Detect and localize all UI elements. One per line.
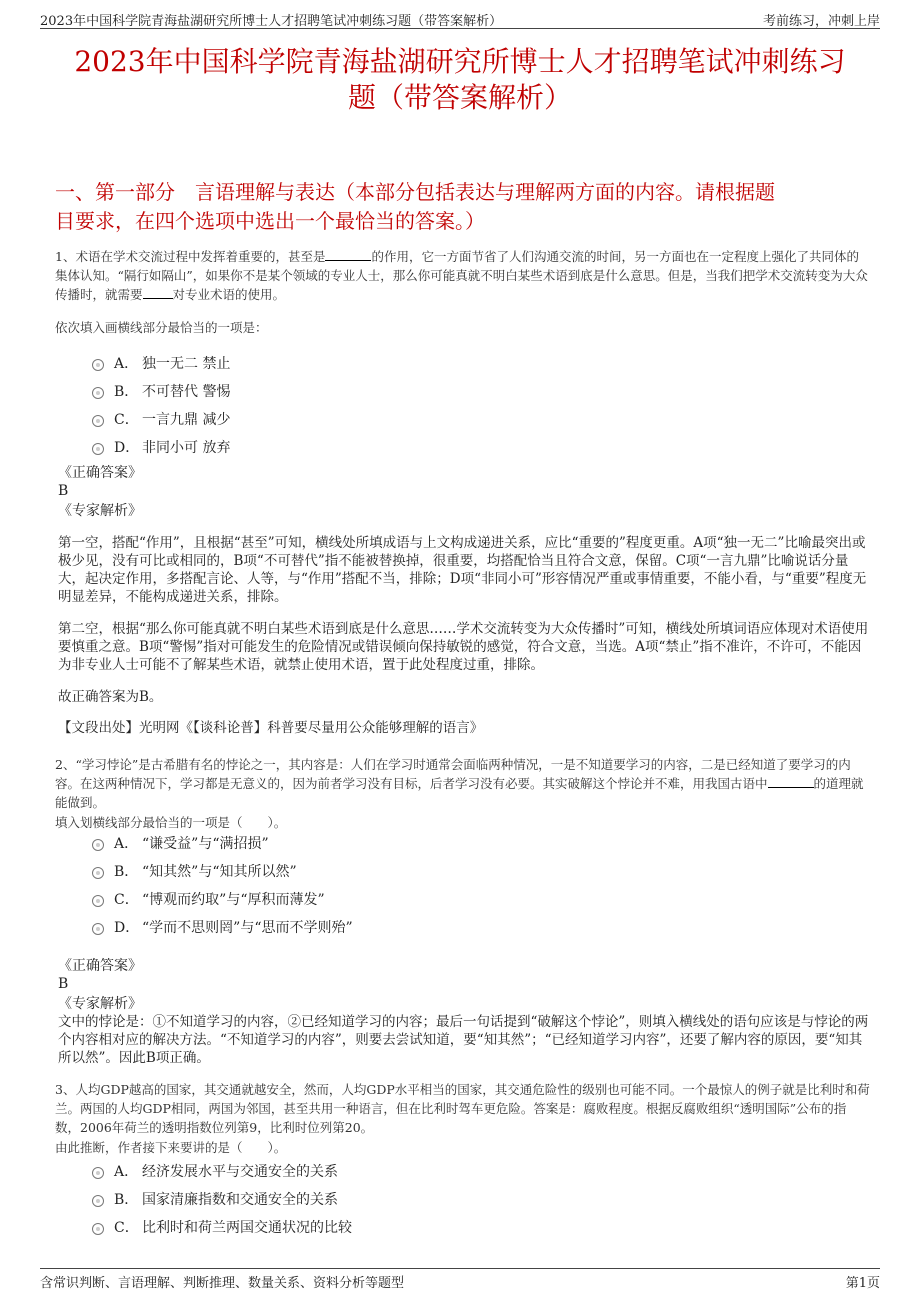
document-title-line2: 题（带答案解析） xyxy=(347,81,572,114)
question-2-prompt: 填入划横线部分最恰当的一项是（ ）。 xyxy=(55,815,287,830)
page-footer xyxy=(40,1268,880,1293)
question-2-stem xyxy=(55,755,870,812)
question-1-text-b: 的作用，它一方面节省了人们沟通交流的时间，另一方面也在一定程度上强化了共同体的集体认知。“隔行如隔山”，如果你不是某个领域的专业人士，那么你可能真就不明白某些术语到底是什么意思。但是，当我们把学术交流转变为大众传播时，就需要 xyxy=(55,249,868,302)
question-1-text-a: 1、术语在学术交流过程中发挥着重要的，甚至是 xyxy=(55,249,326,264)
option-key: B． xyxy=(114,384,139,400)
question-1-blank-1 xyxy=(325,247,371,261)
document-title-line1: 2023年中国科学院青海盐湖研究所博士人才招聘笔试冲刺练习 xyxy=(74,45,846,78)
option-key: C． xyxy=(114,412,139,428)
question-1-analysis-label: 《专家解析》 xyxy=(58,503,142,519)
question-2-text-a: 2、“学习悖论”是古希腊有名的悖论之一，其内容是：人们在学习时通常会面临两种情况，一是不知道要学习的内容，二是已经知道了要学习的内容。在这两种情况下，学习都是无意义的，因为前者学习没有目标，后者学习没有必要。其实破解这个悖论并不难，用我国古语中 xyxy=(55,757,851,791)
option-text: “博观而约取”与“厚积而薄发” xyxy=(142,892,325,908)
option-key: A． xyxy=(114,1164,139,1180)
question-1-blank-2 xyxy=(143,285,173,299)
option-key: A． xyxy=(114,356,139,372)
option-text: 一言九鼎 减少 xyxy=(142,412,231,428)
radio-icon[interactable] xyxy=(92,443,104,455)
footer-note: 含常识判断、言语理解、判断推理、数量关系、资料分析等题型 xyxy=(40,1276,405,1291)
question-2-answer-label: 《正确答案》 xyxy=(58,958,142,974)
question-3-stem: 3、人均GDP越高的国家，其交通就越安全，然而，人均GDP水平相当的国家，其交通危险性的级别也可能不同。一个最惊人的例子就是比利时和荷兰。两国的人均GDP相同，两国为邻国，甚至共用一种语言，但在比利时驾车更危险。答案是：腐败程度。根据反腐败组织“透明国际”公布的指数，2006年荷兰的透明指数位列第9，比利时位列第20。 xyxy=(55,1082,870,1135)
question-1-prompt: 依次填入画横线部分最恰当的一项是： xyxy=(55,320,268,335)
question-1-source: 【文段出处】光明网《【谈科论普】科普要尽量用公众能够理解的语言》 xyxy=(58,720,484,736)
header-doc-title: 2023年中国科学院青海盐湖研究所博士人才招聘笔试冲刺练习题（带答案解析） xyxy=(40,14,503,29)
question-1-answer: B xyxy=(58,483,69,499)
radio-icon[interactable] xyxy=(92,1167,104,1179)
option-text: 国家清廉指数和交通安全的关系 xyxy=(142,1192,338,1208)
option-text: 不可替代 警惕 xyxy=(142,384,231,400)
question-3-prompt: 由此推断，作者接下来要讲的是（ ）。 xyxy=(55,1140,287,1155)
option-key: B． xyxy=(114,1192,139,1208)
radio-icon[interactable] xyxy=(92,387,104,399)
page-header xyxy=(40,6,880,29)
option-text: 非同小可 放弃 xyxy=(142,440,231,456)
option-text: 经济发展水平与交通安全的关系 xyxy=(142,1164,338,1180)
page-number: 第1页 xyxy=(845,1276,880,1291)
question-2-blank xyxy=(768,774,814,788)
option-text: 比利时和荷兰两国交通状况的比较 xyxy=(142,1220,352,1236)
section-heading-line1: 一、第一部分 言语理解与表达（本部分包括表达与理解两方面的内容。请根据题 xyxy=(55,180,775,204)
radio-icon[interactable] xyxy=(92,415,104,427)
option-key: A． xyxy=(114,836,139,852)
question-2-text-b: 的道理就能做到。 xyxy=(55,776,864,810)
question-2-analysis-label: 《专家解析》 xyxy=(58,996,142,1012)
question-1-answer-label: 《正确答案》 xyxy=(58,465,142,481)
option-key: B． xyxy=(114,864,139,880)
document-title xyxy=(40,44,880,116)
section-heading xyxy=(55,178,865,236)
radio-icon[interactable] xyxy=(92,1195,104,1207)
option-key: C． xyxy=(114,1220,139,1236)
radio-icon[interactable] xyxy=(92,1223,104,1235)
option-text: 独一无二 禁止 xyxy=(142,356,231,372)
radio-icon[interactable] xyxy=(92,923,104,935)
option-text: “学而不思则罔”与“思而不学则殆” xyxy=(142,920,353,936)
question-2-answer: B xyxy=(58,976,69,992)
option-key: D． xyxy=(114,920,140,936)
radio-icon[interactable] xyxy=(92,867,104,879)
option-key: C． xyxy=(114,892,139,908)
question-1-analysis-p3: 故正确答案为B。 xyxy=(58,689,163,705)
question-2-analysis: 文中的悖论是：①不知道学习的内容，②已经知道学习的内容；最后一句话提到“破解这个悖论”，则填入横线处的语句应该是与悖论的两个内容相对应的解决方法。“不知道学习的内容”，则要去尝试知道，要“知其然”；“已经知道学习内容”，还要了解内容的原因，要“知其所以然”。因此B项正确。 xyxy=(58,1014,869,1066)
question-1-stem xyxy=(55,247,870,304)
option-text: “谦受益”与“满招损” xyxy=(142,836,269,852)
option-key: D． xyxy=(114,440,140,456)
question-1-analysis-p2: 第二空，根据“那么你可能真就不明白某些术语到底是什么意思……学术交流转变为大众传播时”可知，横线处所填词语应体现对术语使用要慎重之意。B项“警惕”指对可能发生的危险情况或错误倾向保持敏锐的感觉，符合文意，当选。A项“禁止”指不准许，不许可，不能因为非专业人士可能不了解某些术语，就禁止使用术语，置于此处程度过重，排除。 xyxy=(58,621,869,673)
radio-icon[interactable] xyxy=(92,895,104,907)
option-text: “知其然”与“知其所以然” xyxy=(142,864,297,880)
radio-icon[interactable] xyxy=(92,359,104,371)
radio-icon[interactable] xyxy=(92,839,104,851)
question-1-text-c: 对专业术语的使用。 xyxy=(172,287,286,302)
section-heading-line2: 目要求，在四个选项中选出一个最恰当的答案。） xyxy=(55,209,485,233)
question-1-analysis-p1: 第一空，搭配“作用”，且根据“甚至”可知，横线处所填成语与上文构成递进关系，应比“重要的”程度更重。A项“独一无二”比喻最突出或极少见，没有可比或相同的，B项“不可替代”指不能被替换掉，很重要，均搭配恰当且符合文意，保留。C项“一言九鼎”比喻说话分量大，起决定作用，多搭配言论、人等，与“作用”搭配不当，排除；D项“非同小可”形容情况严重或事情重要，不能小看，与“重要”程度无明显差异，不能构成递进关系，排除。 xyxy=(58,535,867,605)
header-slogan: 考前练习，冲刺上岸 xyxy=(762,14,880,29)
